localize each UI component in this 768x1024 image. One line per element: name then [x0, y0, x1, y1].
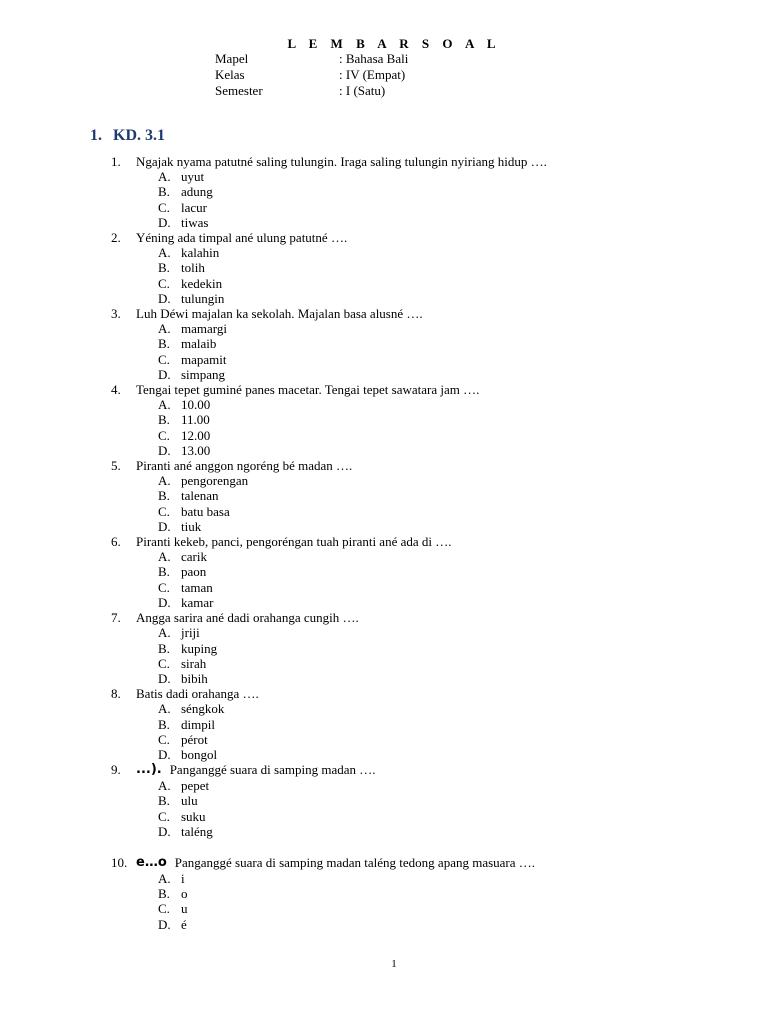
- option-text: mamargi: [181, 321, 227, 337]
- option-text: sirah: [181, 655, 207, 671]
- question-5: [111, 458, 547, 534]
- option-letter: C.: [158, 199, 170, 215]
- question-6: [111, 534, 547, 610]
- option-letter: A.: [158, 473, 171, 489]
- option-b: [158, 412, 547, 427]
- option-c: [158, 809, 547, 824]
- option-letter: D.: [158, 916, 171, 932]
- question-number: 10.: [111, 854, 128, 870]
- question-text: Luh Déwi majalan ka sekolah. Majalan basa alusné ….: [136, 306, 423, 322]
- option-b: [158, 564, 547, 579]
- subject-info: [215, 51, 408, 99]
- option-text: kuping: [181, 640, 218, 656]
- option-a: [158, 778, 547, 793]
- option-b: [158, 260, 547, 275]
- option-b: [158, 793, 547, 808]
- option-letter: D.: [158, 746, 171, 762]
- meta-row-class: [215, 67, 408, 83]
- page-title: L E M B A R S O A L: [287, 36, 501, 51]
- script-symbol: ...).: [136, 762, 162, 778]
- question-8: [111, 686, 547, 762]
- question-number: 6.: [111, 534, 121, 550]
- spacer: [111, 839, 547, 855]
- option-letter: C.: [158, 731, 170, 747]
- meta-value: : Bahasa Bali: [339, 51, 409, 66]
- option-text: suku: [181, 808, 206, 824]
- option-c: [158, 428, 547, 443]
- question-text: Yéning ada timpal ané ulung patutné ….: [136, 230, 348, 246]
- option-text: pérot: [181, 731, 208, 747]
- meta-value: : I (Satu): [339, 83, 386, 98]
- option-b: [158, 641, 547, 656]
- meta-label: Semester: [215, 83, 263, 98]
- option-letter: C.: [158, 503, 170, 519]
- question-number: 7.: [111, 610, 121, 626]
- option-c: [158, 656, 547, 671]
- question-9: [111, 762, 547, 839]
- option-b: [158, 886, 547, 901]
- option-letter: A.: [158, 245, 171, 261]
- option-a: [158, 321, 547, 336]
- option-c: [158, 901, 547, 916]
- option-text: kamar: [181, 594, 214, 610]
- option-c: [158, 276, 547, 291]
- option-letter: D.: [158, 823, 171, 839]
- option-letter: D.: [158, 366, 171, 382]
- option-letter: D.: [158, 442, 171, 458]
- option-letter: A.: [158, 778, 171, 794]
- option-text: tulungin: [181, 290, 225, 306]
- option-letter: B.: [158, 488, 170, 504]
- option-text: mapamit: [181, 351, 227, 367]
- question-1: [111, 154, 547, 230]
- question-text: Panganggé suara di samping madan taléng tedong apang masuara ….: [174, 854, 536, 870]
- option-text: talenan: [181, 488, 219, 504]
- option-a: [158, 169, 547, 184]
- option-letter: B.: [158, 793, 170, 809]
- option-text: bibih: [181, 670, 208, 686]
- option-letter: B.: [158, 260, 170, 276]
- option-d: [158, 443, 547, 458]
- option-text: bongol: [181, 746, 218, 762]
- option-text: simpang: [181, 366, 226, 382]
- option-letter: B.: [158, 336, 170, 352]
- option-c: [158, 352, 547, 367]
- question-10: [111, 855, 547, 932]
- option-letter: B.: [158, 412, 170, 428]
- question-text: Piranti ané anggon ngoréng bé madan ….: [136, 458, 353, 474]
- option-d: [158, 747, 547, 762]
- option-letter: C.: [158, 275, 170, 291]
- option-text: tiwas: [181, 214, 209, 230]
- option-c: [158, 732, 547, 747]
- option-text: adung: [181, 184, 213, 200]
- option-text: u: [181, 901, 188, 917]
- option-text: 11.00: [181, 412, 210, 428]
- option-letter: C.: [158, 351, 170, 367]
- question-text: Ngajak nyama patutné saling tulungin. Iraga saling tulungin nyiriang hidup ….: [136, 154, 547, 169]
- option-text: uyut: [181, 169, 205, 185]
- option-a: [158, 397, 547, 412]
- option-text: carik: [181, 549, 207, 565]
- option-letter: A.: [158, 701, 171, 717]
- script-symbol: e…o: [136, 854, 167, 870]
- option-d: [158, 291, 547, 306]
- option-letter: C.: [158, 808, 170, 824]
- option-b: [158, 717, 547, 732]
- question-4: [111, 382, 547, 458]
- option-text: kedekin: [181, 275, 223, 291]
- option-a: [158, 473, 547, 488]
- question-number: 5.: [111, 458, 121, 474]
- section-title: KD. 3.1: [113, 127, 165, 144]
- option-d: [158, 824, 547, 839]
- option-letter: C.: [158, 579, 170, 595]
- option-text: taléng: [181, 823, 213, 839]
- option-letter: D.: [158, 518, 171, 534]
- option-text: tolih: [181, 260, 205, 276]
- meta-row-semester: [215, 83, 408, 99]
- option-letter: A.: [158, 625, 171, 641]
- question-text: Angga sarira ané dadi orahanga cungih ….: [136, 610, 359, 626]
- option-a: [158, 245, 547, 260]
- option-letter: A.: [158, 397, 171, 413]
- option-a: [158, 871, 547, 886]
- option-d: [158, 215, 547, 230]
- option-text: o: [181, 886, 188, 902]
- question-number: 4.: [111, 382, 121, 398]
- option-letter: D.: [158, 214, 171, 230]
- option-b: [158, 488, 547, 503]
- option-d: [158, 519, 547, 534]
- option-b: [158, 336, 547, 351]
- question-number: 1.: [111, 154, 121, 169]
- meta-value: : IV (Empat): [339, 67, 406, 82]
- option-letter: C.: [158, 655, 170, 671]
- question-text: Piranti kekeb, panci, pengoréngan tuah piranti ané ada di ….: [136, 534, 452, 550]
- option-letter: D.: [158, 290, 171, 306]
- meta-label: Kelas: [215, 67, 245, 82]
- option-letter: C.: [158, 901, 170, 917]
- question-number: 9.: [111, 762, 121, 778]
- question-number: 2.: [111, 230, 121, 246]
- option-text: pengorengan: [181, 473, 249, 489]
- option-text: kalahin: [181, 245, 220, 261]
- option-d: [158, 917, 547, 932]
- option-letter: A.: [158, 169, 171, 185]
- option-text: i: [181, 870, 185, 886]
- option-text: tiuk: [181, 518, 202, 534]
- option-text: dimpil: [181, 716, 215, 732]
- option-text: 13.00: [181, 442, 211, 458]
- meta-label: Mapel: [215, 51, 249, 66]
- page-number: 1: [391, 958, 397, 970]
- question-2: [111, 230, 547, 306]
- option-text: jriji: [181, 625, 200, 641]
- option-letter: B.: [158, 886, 170, 902]
- question-number: 8.: [111, 686, 121, 702]
- option-text: pepet: [181, 778, 210, 794]
- option-letter: A.: [158, 870, 171, 886]
- option-text: 10.00: [181, 397, 211, 413]
- option-letter: B.: [158, 640, 170, 656]
- option-text: malaib: [181, 336, 217, 352]
- question-3: [111, 306, 547, 382]
- option-text: lacur: [181, 199, 207, 215]
- option-a: [158, 625, 547, 640]
- option-letter: A.: [158, 321, 171, 337]
- option-b: [158, 184, 547, 199]
- option-letter: D.: [158, 594, 171, 610]
- question-list: [111, 154, 547, 932]
- option-text: paon: [181, 564, 207, 580]
- option-text: 12.00: [181, 427, 211, 443]
- question-text: Tengai tepet guminé panes macetar. Tengai tepet sawatara jam ….: [136, 382, 480, 398]
- option-text: séngkok: [181, 701, 225, 717]
- section-number: 1.: [90, 127, 102, 144]
- option-d: [158, 595, 547, 610]
- option-d: [158, 367, 547, 382]
- option-text: batu basa: [181, 503, 230, 519]
- option-letter: C.: [158, 427, 170, 443]
- option-text: é: [181, 916, 187, 932]
- option-c: [158, 580, 547, 595]
- option-letter: B.: [158, 716, 170, 732]
- question-7: [111, 610, 547, 686]
- option-d: [158, 671, 547, 686]
- option-c: [158, 200, 547, 215]
- question-number: 3.: [111, 306, 121, 322]
- option-a: [158, 701, 547, 716]
- option-letter: B.: [158, 184, 170, 200]
- question-text: Batis dadi orahanga ….: [136, 686, 259, 702]
- option-a: [158, 549, 547, 564]
- meta-row-subject: [215, 51, 408, 67]
- option-letter: A.: [158, 549, 171, 565]
- option-text: ulu: [181, 793, 198, 809]
- option-text: taman: [181, 579, 213, 595]
- option-letter: B.: [158, 564, 170, 580]
- section-heading: [90, 127, 165, 145]
- option-c: [158, 504, 547, 519]
- option-letter: D.: [158, 670, 171, 686]
- question-text: Panganggé suara di samping madan ….: [169, 762, 376, 778]
